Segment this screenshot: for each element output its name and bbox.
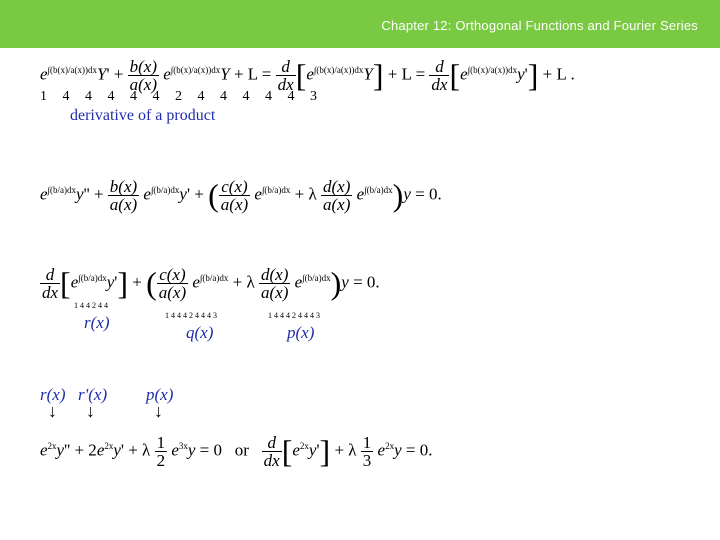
equation-1: $e^{\int(b(x)/a(x))dx}Y'$ + $\frac{b(x)}{a(x)}$ $e^{\int(b(x)/a(x))dx}Y + L$ = $\frac{d}{dx}$ $[e^{\int(b(x)/a(x))dx}Y] + L$ = $\frac{d}{dx}$ $[e^{\int(b(x)/a(x))dx}y'] + L$ . (40, 57, 575, 94)
row-rp: r'(x) (78, 385, 108, 404)
or-label: or (234, 440, 249, 460)
q-label: q(x) (186, 323, 214, 342)
down-arrow-icon: ↓ (48, 401, 57, 421)
brace-p: 1 4 4 4 2 4 4 4 3 (268, 311, 320, 320)
slide-header (0, 0, 720, 48)
brace-r: 1 4 4 2 4 4 (74, 301, 108, 310)
header-title: Chapter 12: Orthogonal Functions and Fourier Series (381, 18, 698, 33)
equation-1-brace-digits: 1 4 4 4 4 4 2 4 4 4 4 4 3 (40, 89, 323, 104)
equation-2: $e^{\int(b/a)dx}y''$ + $\frac{b(x)}{a(x)}$ $e^{\int(b/a)dx}y'$ + ( $\frac{c(x)}{a(x)}$ $e^{\int(b/a)dx} + \lambda$ $\frac{d(x)}{a(x)}$ $e^{\int(b/a)dx})y = 0$. (40, 177, 442, 214)
equation-4: $e^{2x}y'' + 2e^{2x}y' + \lambda$ $\frac{1}{2}$ $e^{3x}y = 0$ or $\frac{d}{dx}$ $[e^{2x}y'] + \lambda$ $\frac{1}{3}$ $e^{2x}y = 0$. (40, 433, 433, 470)
brace-q: 1 4 4 4 2 4 4 4 3 (165, 311, 217, 320)
r-label: r(x) (84, 313, 110, 332)
row-r: r(x) (40, 385, 66, 404)
equation-1-label: derivative of a product (70, 107, 216, 124)
down-arrow-icon: ↓ (86, 401, 95, 421)
equation-3: $\frac{d}{dx}$ $[e^{\int(b/a)dx}y']$ + ( $\frac{c(x)}{a(x)}$ $e^{\int(b/a)dx} + \lambda$ $\frac{d(x)}{a(x)}$ $e^{\int(b/a)dx})y = 0$. (42, 265, 380, 302)
down-arrow-icon: ↓ (154, 401, 163, 421)
p-label: p(x) (287, 323, 315, 342)
row-p: p(x) (146, 385, 174, 404)
